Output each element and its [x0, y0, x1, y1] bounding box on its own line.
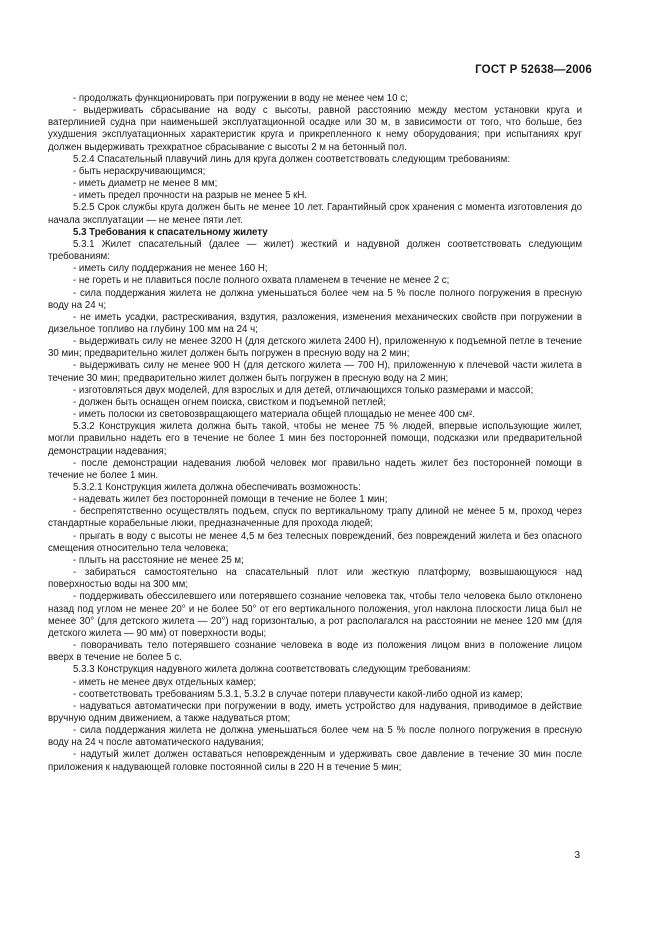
standard-designation: ГОСТ Р 52638—2006 [475, 64, 592, 76]
paragraph: - иметь силу поддержания не менее 160 Н; [73, 263, 268, 275]
paragraph: - иметь полоски из световозвращающего материала общей площадью не менее 400 см². [73, 409, 475, 421]
paragraph: - после демонстрации надевания любой человек мог правильно надеть жилет без посторонней помощи в течение не более 1 мин. [48, 457, 582, 481]
paragraph: - забираться самостоятельно на спасательный плот или жесткую платформу, возвышающуюся над поверхностью воды на 300 мм; [48, 567, 582, 591]
paragraph: - должен быть оснащен огнем поиска, свистком и подъемной петлей; [73, 396, 386, 408]
paragraph: - поворачивать тело потерявшего сознание человека в воде из положения лицом вниз в положение лицом вверх в течение не более 5 с. [48, 640, 582, 664]
paragraph: 5.3.3 Конструкция надувного жилета должна соответствовать следующим требованиям: [73, 664, 471, 676]
paragraph: - плыть на расстояние не менее 25 м; [73, 554, 244, 566]
page-number: 3 [574, 850, 580, 861]
paragraph: - изготовляться двух моделей, для взрослых и для детей, отличающихся только размерами и массой; [73, 384, 534, 396]
paragraph: - быть нераскручивающимся; [73, 165, 206, 177]
paragraph: - беспрепятственно осуществлять подъем, спуск по вертикальному трапу длиной не менее 5 м, проход через стандартные корабельные люки, предназначенные для прохода людей; [48, 506, 582, 530]
paragraph: - сила поддержания жилета не должна уменьшаться более чем на 5 % после полного погружения в пресную воду на 24 ч после автоматического надувания; [48, 725, 582, 749]
paragraph: - продолжать функционировать при погружении в воду не менее чем 10 с; [73, 93, 408, 104]
paragraph: 5.3.2 Конструкция жилета должна быть такой, чтобы не менее 75 % людей, впервые использующие жилет, могли правильно надеть его в течение не более 1 мин без посторонней помощи, подсказки или предварительной демонстрации надевания; [48, 421, 582, 457]
paragraph: - выдерживать силу не менее 900 Н (для детского жилета — 700 Н), приложенную к плечевой части жилета в течение 30 мин; предварительно жилет должен быть погружен в пресную воду на 2 мин; [48, 360, 582, 384]
paragraph: - выдерживать сбрасывание на воду с высоты, равной расстоянию между местом установки круга и ватерлинией судна при наименьшей эксплуатационной осадке или 30 м, в зависимости от того, что больше, без ухудшения эксплуатационных характеристик круга и прикрепленного к нему оборудования; при испытаниях круг должен выдерживать трехкратное сбрасывание с высоты 2 м на бетонный пол. [48, 105, 582, 153]
paragraph: 5.3.2.1 Конструкция жилета должна обеспечивать возможность: [73, 482, 361, 493]
section-heading: 5.3 Требования к спасательному жилету [73, 226, 268, 238]
paragraph: - иметь предел прочности на разрыв не менее 5 кН. [73, 190, 308, 202]
paragraph: 5.2.5 Срок службы круга должен быть не менее 10 лет. Гарантийный срок хранения с момента изготовления до начала эксплуатации — не менее пяти лет. [48, 202, 582, 226]
paragraph: - надуваться автоматически при погружении в воду, иметь устройство для надувания, приводимое в действие вручную одним движением, а также надуваться ртом; [48, 700, 582, 724]
paragraph: - поддерживать обессилевшего или потерявшего сознание человека так, чтобы тело человека было отклонено назад под углом не менее 20° и не более 50° от его вертикального положения, угол наклона плоскости лица был не менее 30° (для детского жилета — 20°) над горизонталью, а рот располагался на расстоянии не менее 120 мм (для детского жилета — 90 мм) от поверхности воды; [48, 591, 582, 639]
paragraph: - надутый жилет должен оставаться неповрежденным и удерживать свое давление в течение 30 мин после приложения к надувающей головке постоянной силы в 220 Н в течение 5 мин; [48, 749, 582, 773]
paragraph: - надевать жилет без посторонней помощи в течение не более 1 мин; [73, 494, 388, 506]
paragraph: 5.2.4 Спасательный плавучий линь для круга должен соответствовать следующим требованиям: [73, 153, 511, 165]
paragraph: - иметь диаметр не менее 8 мм; [73, 178, 218, 190]
paragraph: - прыгать в воду с высоты не менее 4,5 м без телесных повреждений, без повреждений жилета и без опасного смещения относительно тела человека; [48, 530, 582, 554]
paragraph: - не гореть и не плавиться после полного охвата пламенем в течение не менее 2 с; [73, 275, 450, 287]
paragraph: - выдерживать силу не менее 3200 Н (для детского жилета 2400 Н), приложенную к подъемной петле в течение 30 мин; предварительно жилет должен быть погружен в пресную воду на 2 мин; [48, 336, 582, 360]
paragraph: 5.3.1 Жилет спасательный (далее — жилет) жесткий и надувной должен соответствовать следующим требованиям: [48, 238, 582, 263]
paragraph: - не иметь усадки, растрескивания, вздутия, разложения, изменения механических свойств при погружении в дизельное топливо на глубину 100 мм на 24 ч; [48, 311, 582, 335]
paragraph: - сила поддержания жилета не должна уменьшаться более чем на 5 % после полного погружения в пресную воду на 24 ч; [48, 287, 582, 311]
paragraph: - соответствовать требованиям 5.3.1, 5.3.2 в случае потери плавучести какой-либо одной из камер; [73, 688, 523, 700]
document-body [48, 93, 582, 774]
paragraph: - иметь не менее двух отдельных камер; [73, 676, 257, 688]
